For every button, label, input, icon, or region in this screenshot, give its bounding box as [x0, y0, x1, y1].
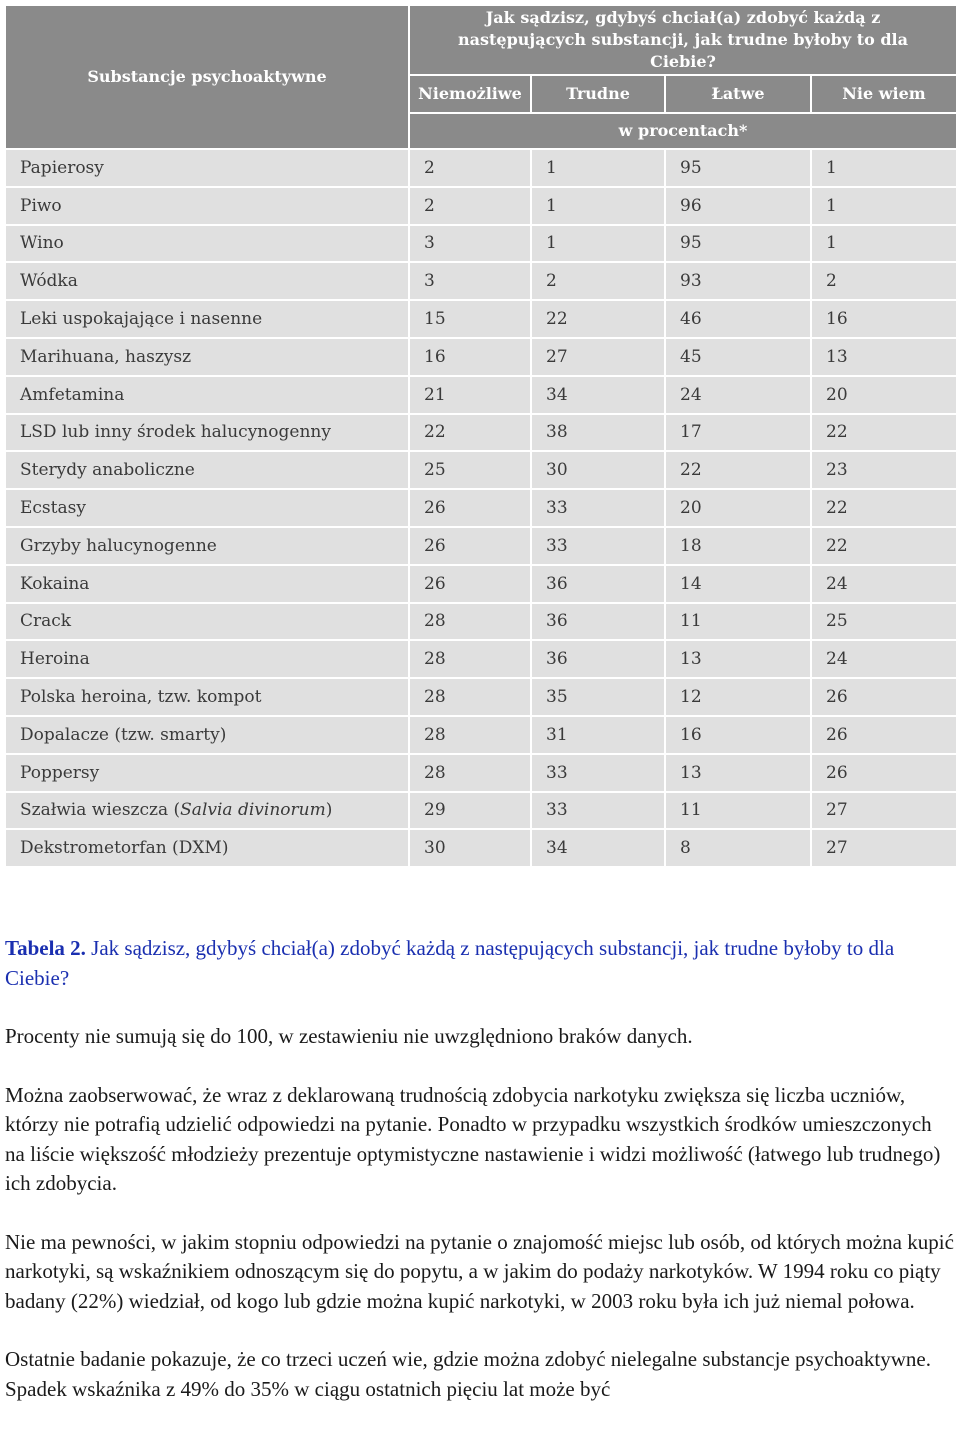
value-cell-trudne: 36 [531, 565, 665, 603]
latin-name: Salvia divinorum [180, 800, 326, 821]
value-cell-nie-wiem: 16 [811, 300, 957, 338]
column-header-niemozliwe: Niemożliwe [409, 75, 531, 113]
unit-header: w procentach* [409, 113, 957, 149]
value-cell-latwe: 16 [665, 716, 811, 754]
substance-name-cell: Wódka [5, 262, 409, 300]
value-cell-nie-wiem: 24 [811, 640, 957, 678]
substance-name-cell: Piwo [5, 187, 409, 225]
value-cell-niemozliwe: 28 [409, 716, 531, 754]
value-cell-niemozliwe: 2 [409, 149, 531, 187]
table-row [5, 489, 957, 527]
substance-name-cell: Ecstasy [5, 489, 409, 527]
question-header: Jak sądzisz, gdybyś chciał(a) zdobyć każdą z następujących substancji, jak trudne byłoby to dla Ciebie? [409, 5, 957, 75]
value-cell-trudne: 34 [531, 376, 665, 414]
body-paragraph: Nie ma pewności, w jakim stopniu odpowiedzi na pytanie o znajomość miejsc lub osób, od których można kupić narkotyki, są wskaźnikiem odnoszącym się do popytu, a w jakim do podaży narkotyków. W 1994 roku co piąty badany (22%) wiedział, od kogo lub gdzie można kupić narkotyki, w 2003 roku była ich już niemal połowa. [5, 1229, 954, 1313]
value-cell-nie-wiem: 27 [811, 829, 957, 867]
table-row [5, 376, 957, 414]
table-row [5, 262, 957, 300]
value-cell-niemozliwe: 22 [409, 414, 531, 452]
value-cell-trudne: 35 [531, 678, 665, 716]
body-paragraph: Ostatnie badanie pokazuje, że co trzeci uczeń wie, gdzie można zdobyć nielegalne substancje psychoaktywne. Spadek wskaźnika z 49% do 35% w ciągu ostatnich pięciu lat może być [5, 1347, 931, 1401]
column-header-trudne: Trudne [531, 75, 665, 113]
caption-block [5, 934, 955, 1404]
value-cell-niemozliwe: 16 [409, 338, 531, 376]
value-cell-niemozliwe: 28 [409, 603, 531, 641]
table-row [5, 792, 957, 830]
value-cell-latwe: 93 [665, 262, 811, 300]
value-cell-nie-wiem: 26 [811, 716, 957, 754]
substance-name-cell: Sterydy anaboliczne [5, 451, 409, 489]
value-cell-latwe: 11 [665, 792, 811, 830]
value-cell-nie-wiem: 1 [811, 187, 957, 225]
value-cell-niemozliwe: 30 [409, 829, 531, 867]
value-cell-trudne: 1 [531, 187, 665, 225]
value-cell-latwe: 46 [665, 300, 811, 338]
value-cell-latwe: 8 [665, 829, 811, 867]
table-row [5, 300, 957, 338]
value-cell-niemozliwe: 28 [409, 640, 531, 678]
table-row [5, 527, 957, 565]
value-cell-trudne: 30 [531, 451, 665, 489]
substance-name-cell: Amfetamina [5, 376, 409, 414]
value-cell-niemozliwe: 3 [409, 225, 531, 263]
value-cell-nie-wiem: 24 [811, 565, 957, 603]
value-cell-latwe: 13 [665, 640, 811, 678]
value-cell-trudne: 1 [531, 225, 665, 263]
substance-name-cell: Szałwia wieszcza (Salvia divinorum) [5, 792, 409, 830]
value-cell-trudne: 33 [531, 489, 665, 527]
value-cell-nie-wiem: 23 [811, 451, 957, 489]
value-cell-nie-wiem: 1 [811, 225, 957, 263]
value-cell-latwe: 95 [665, 225, 811, 263]
value-cell-trudne: 27 [531, 338, 665, 376]
value-cell-niemozliwe: 21 [409, 376, 531, 414]
table-row [5, 338, 957, 376]
substance-name-cell: Polska heroina, tzw. kompot [5, 678, 409, 716]
substance-name-cell: Wino [5, 225, 409, 263]
value-cell-nie-wiem: 25 [811, 603, 957, 641]
value-cell-latwe: 45 [665, 338, 811, 376]
table-row [5, 678, 957, 716]
value-cell-latwe: 18 [665, 527, 811, 565]
value-cell-niemozliwe: 26 [409, 565, 531, 603]
substance-name-cell: Grzyby halucynogenne [5, 527, 409, 565]
value-cell-latwe: 11 [665, 603, 811, 641]
value-cell-niemozliwe: 26 [409, 489, 531, 527]
value-cell-niemozliwe: 25 [409, 451, 531, 489]
value-cell-latwe: 13 [665, 754, 811, 792]
table-row [5, 754, 957, 792]
value-cell-latwe: 17 [665, 414, 811, 452]
column-header-nie-wiem: Nie wiem [811, 75, 957, 113]
value-cell-latwe: 22 [665, 451, 811, 489]
value-cell-niemozliwe: 3 [409, 262, 531, 300]
value-cell-trudne: 34 [531, 829, 665, 867]
substance-name-cell: Dopalacze (tzw. smarty) [5, 716, 409, 754]
substance-name-cell: Crack [5, 603, 409, 641]
substance-name-cell: Leki uspokajające i nasenne [5, 300, 409, 338]
table-row [5, 451, 957, 489]
table-caption [5, 934, 955, 993]
value-cell-latwe: 14 [665, 565, 811, 603]
value-cell-niemozliwe: 15 [409, 300, 531, 338]
value-cell-nie-wiem: 22 [811, 489, 957, 527]
value-cell-trudne: 36 [531, 603, 665, 641]
body-paragraph: Można zaobserwować, że wraz z deklarowaną trudnością zdobycia narkotyku zwiększa się liczba uczniów, którzy nie potrafią udzielić odpowiedzi na pytanie. Ponadto w przypadku wszystkich środków umieszczonych na liście większość młodzieży prezentuje optymistyczne nastawienie i widzi możliwość (łatwego lub trudnego) ich zdobycia. [5, 1082, 941, 1195]
value-cell-latwe: 20 [665, 489, 811, 527]
caption-note: Procenty nie sumują się do 100, w zestawieniu nie uwzględniono braków danych. [5, 1024, 693, 1048]
table-row [5, 187, 957, 225]
table-row [5, 603, 957, 641]
caption-label: Tabela 2. [5, 936, 86, 960]
survey-table-container [4, 4, 956, 902]
value-cell-niemozliwe: 26 [409, 527, 531, 565]
value-cell-trudne: 22 [531, 300, 665, 338]
value-cell-nie-wiem: 26 [811, 678, 957, 716]
value-cell-trudne: 33 [531, 792, 665, 830]
substance-column-header: Substancje psychoaktywne [5, 5, 409, 149]
substance-name-cell: Papierosy [5, 149, 409, 187]
value-cell-nie-wiem: 20 [811, 376, 957, 414]
value-cell-trudne: 1 [531, 149, 665, 187]
value-cell-nie-wiem: 2 [811, 262, 957, 300]
value-cell-nie-wiem: 22 [811, 414, 957, 452]
table-row [5, 716, 957, 754]
substance-name-cell: Kokaina [5, 565, 409, 603]
value-cell-nie-wiem: 22 [811, 527, 957, 565]
value-cell-latwe: 95 [665, 149, 811, 187]
substance-name-cell: LSD lub inny środek halucynogenny [5, 414, 409, 452]
value-cell-nie-wiem: 26 [811, 754, 957, 792]
table-row [5, 565, 957, 603]
table-row [5, 225, 957, 263]
value-cell-latwe: 96 [665, 187, 811, 225]
value-cell-niemozliwe: 28 [409, 754, 531, 792]
table-row [5, 149, 957, 187]
value-cell-niemozliwe: 2 [409, 187, 531, 225]
survey-table [4, 4, 958, 868]
substance-name-cell: Dekstrometorfan (DXM) [5, 829, 409, 867]
value-cell-nie-wiem: 13 [811, 338, 957, 376]
column-header-latwe: Łatwe [665, 75, 811, 113]
value-cell-trudne: 33 [531, 527, 665, 565]
value-cell-trudne: 38 [531, 414, 665, 452]
value-cell-trudne: 33 [531, 754, 665, 792]
caption-title: Jak sądzisz, gdybyś chciał(a) zdobyć każdą z następujących substancji, jak trudne byłoby to dla Ciebie? [5, 936, 895, 990]
table-body [5, 149, 957, 867]
table-row [5, 640, 957, 678]
value-cell-niemozliwe: 29 [409, 792, 531, 830]
value-cell-nie-wiem: 27 [811, 792, 957, 830]
value-cell-niemozliwe: 28 [409, 678, 531, 716]
value-cell-latwe: 24 [665, 376, 811, 414]
table-row [5, 414, 957, 452]
substance-name-cell: Heroina [5, 640, 409, 678]
value-cell-trudne: 2 [531, 262, 665, 300]
table-row [5, 829, 957, 867]
value-cell-nie-wiem: 1 [811, 149, 957, 187]
substance-name-cell: Marihuana, haszysz [5, 338, 409, 376]
value-cell-trudne: 36 [531, 640, 665, 678]
substance-name-cell: Poppersy [5, 754, 409, 792]
value-cell-trudne: 31 [531, 716, 665, 754]
value-cell-latwe: 12 [665, 678, 811, 716]
